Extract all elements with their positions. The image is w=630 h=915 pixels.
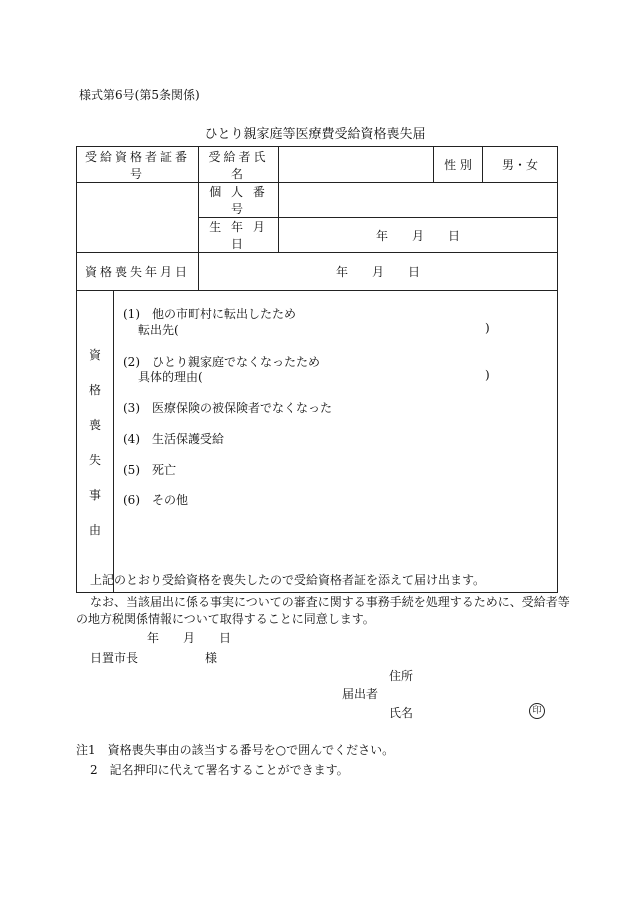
birth-date-label: 生 年 月 日: [199, 218, 279, 253]
reason-sub-close: ): [485, 321, 490, 335]
reason-item[interactable]: (1) 他の市町村に転出したため: [123, 307, 296, 321]
loss-date-field[interactable]: 年 月 日: [199, 253, 558, 291]
form-table: [76, 146, 558, 593]
reasons-label-char: 失: [88, 452, 101, 467]
form-number: 様式第6号(第5条関係): [79, 88, 200, 102]
body-paragraph: 上記のとおり受給資格を喪失したので受給資格者証を添えて届け出ます。: [90, 573, 486, 587]
loss-date-label: 資格喪失年月日: [77, 253, 199, 291]
recipient-name-label: 受給者氏名: [199, 147, 279, 183]
birth-date-field[interactable]: 年 月 日: [279, 218, 558, 253]
sex-label: 性 別: [434, 147, 483, 183]
reasons-label-char: 格: [88, 382, 101, 397]
recipient-name-field[interactable]: [279, 147, 434, 183]
cert-no-label: 受給資格者証番号: [77, 147, 199, 183]
reasons-label-char: 由: [88, 522, 101, 537]
reason-item[interactable]: (3) 医療保険の被保険者でなくなった: [123, 401, 332, 415]
sex-value[interactable]: 男・女: [483, 147, 558, 183]
reasons-cell: [114, 291, 558, 593]
reason-item[interactable]: (6) その他: [123, 493, 188, 507]
honorific: 様: [205, 651, 218, 665]
addressee: 日置市長: [90, 651, 139, 665]
cert-no-field[interactable]: [77, 183, 199, 253]
reason-item[interactable]: (5) 死亡: [123, 463, 176, 477]
reason-sub-label: 具体的理由(: [138, 370, 203, 384]
reasons-label-cell: [77, 291, 114, 593]
reasons-label-char: 喪: [88, 417, 101, 432]
note-1: 注1 資格喪失事由の該当する番号を○で囲んでください。: [76, 743, 395, 757]
reasons-label-char: 資: [88, 347, 101, 362]
reason-sub-close: ): [485, 368, 490, 382]
document-title: ひとり親家庭等医療費受給資格喪失届: [204, 127, 426, 142]
personal-no-field[interactable]: [279, 183, 558, 218]
reasons-label-char: 事: [88, 487, 101, 502]
personal-no-label: 個 人 番 号: [199, 183, 279, 218]
name-label: 氏名: [389, 706, 414, 720]
seal-mark: 印: [529, 703, 545, 719]
reason-item[interactable]: (4) 生活保護受給: [123, 432, 224, 446]
reason-sub-label: 転出先(: [138, 323, 179, 337]
submission-date: 年 月 日: [147, 631, 232, 645]
consent-line-1: なお、当該届出に係る事実についての審査に関する事務手続を処理するために、受給者等: [90, 595, 570, 609]
consent-line-2: の地方税関係情報について取得することに同意します。: [76, 612, 375, 626]
address-label: 住所: [389, 669, 414, 683]
reason-item[interactable]: (2) ひとり親家庭でなくなったため: [123, 355, 320, 369]
note-2: 2 記名押印に代えて署名することができます。: [90, 763, 349, 777]
applicant-label: 届出者: [342, 687, 379, 701]
